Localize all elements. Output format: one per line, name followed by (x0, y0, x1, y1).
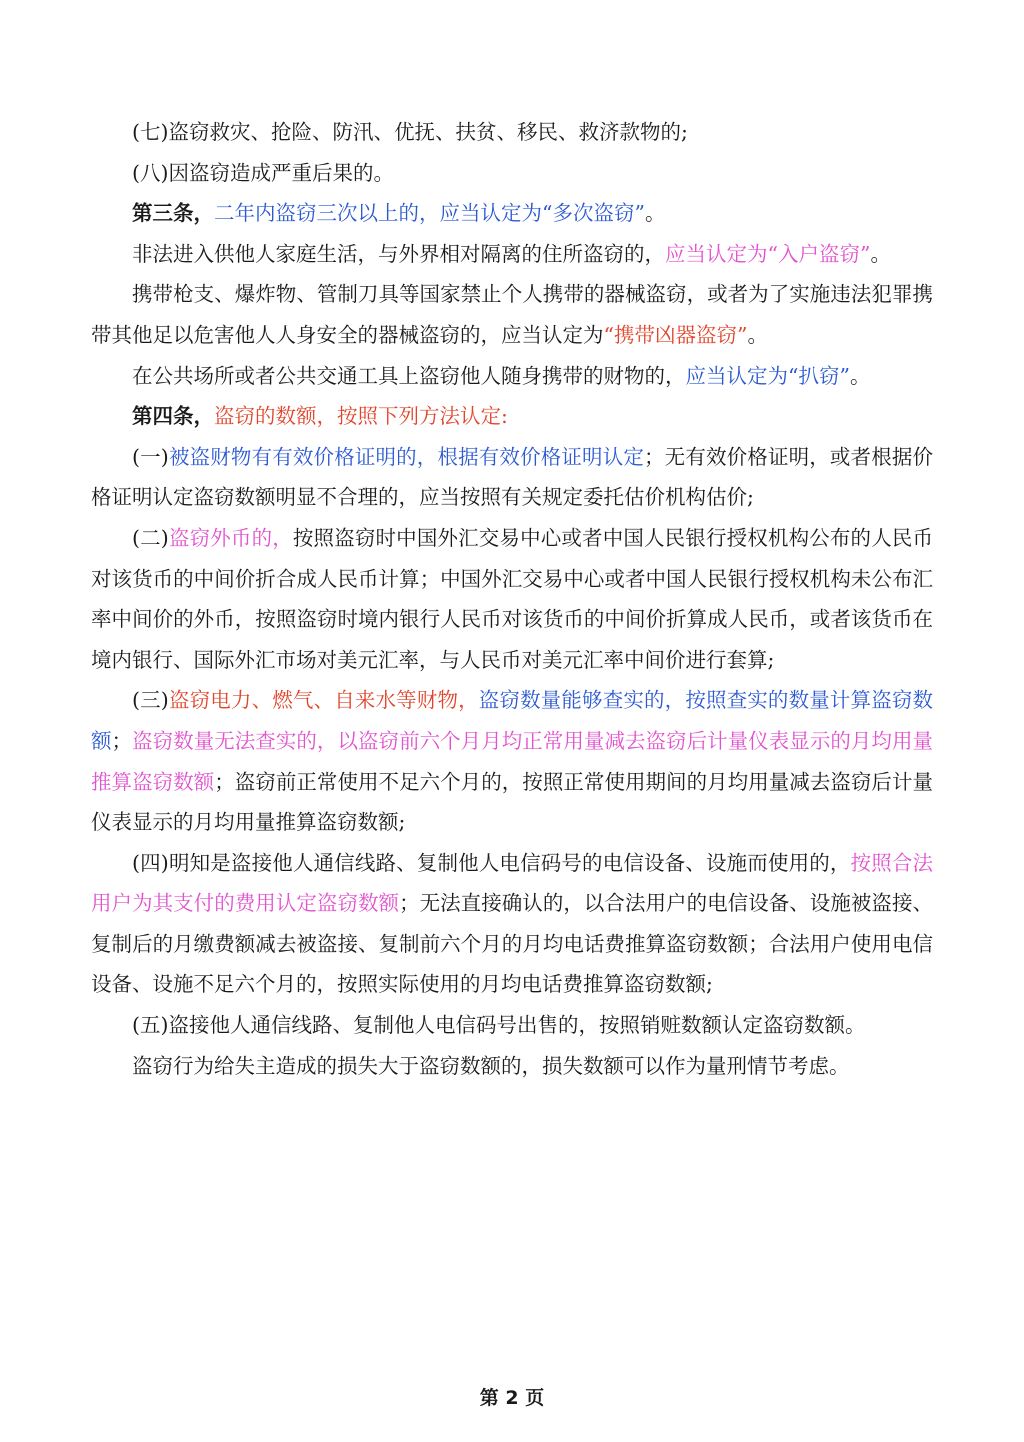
text-span: 。 (644, 201, 666, 226)
highlighted-text: 二年内盗窃三次以上的，应当认定为“多次盗窃” (214, 201, 645, 226)
text-span: 携带枪支、爆炸物、管制刀具等国家禁止个人携带的器械盗窃，或者为了实施违法犯罪携带其他足以危害他人人身安全的器械盗窃的，应当认定为 (91, 282, 933, 347)
text-span: 。 (870, 241, 891, 266)
paragraph (91, 1046, 933, 1087)
paragraph (91, 518, 933, 680)
highlighted-text: 应当认定为“入户盗窃” (665, 241, 871, 266)
highlighted-text: 应当认定为“扒窃” (685, 363, 850, 388)
highlighted-text: 被盗财物有有效价格证明的，根据有效价格证明认定 (168, 444, 645, 469)
text-span: 非法进入供他人家庭生活，与外界相对隔离的住所盗窃的， (132, 241, 665, 266)
highlighted-text: 盗窃外币的， (168, 525, 293, 550)
highlighted-text: “携带凶器盗窃” (603, 322, 748, 347)
text-span: ；无有效价格证明，或者根据价格证明认定盗窃数额明显不合理的，应当按照有关规定委托估价机构估价; (91, 444, 934, 510)
paragraph (91, 274, 933, 355)
text-span: (一) (132, 444, 169, 469)
text-span: ； (111, 728, 133, 753)
text-span: ；无法直接确认的，以合法用户的电信设备、设施被盗接、复制后的月缴费额减去被盗接、复制前六个月的月均电话费推算盗窃数额；合法用户使用电信设备、设施不足六个月的，按照实际使用的月均电话费推算盗窃数额; (91, 891, 933, 997)
text-span: 。 (849, 363, 871, 388)
highlighted-text: 盗窃电力、燃气、自来水等财物， (168, 688, 479, 713)
text-span: (七)盗窃救灾、抢险、防汛、优抚、扶贫、移民、救济款物的; (132, 120, 688, 144)
highlighted-text: 盗窃的数额，按照下列方法认定: (214, 404, 508, 429)
article-heading: 第四条， (132, 404, 214, 429)
paragraph (91, 843, 933, 1005)
text-span: 盗窃行为给失主造成的损失大于盗窃数额的，损失数额可以作为量刑情节考虑。 (132, 1053, 850, 1078)
text-span: 在公共场所或者公共交通工具上盗窃他人随身携带的财物的， (132, 363, 686, 388)
paragraph (91, 234, 933, 275)
paragraph (91, 153, 933, 194)
paragraph (91, 437, 933, 518)
page-number: 第 2 页 (479, 1387, 545, 1409)
document-body (91, 112, 933, 1086)
text-span: (三) (132, 688, 169, 713)
paragraph (91, 396, 933, 437)
text-span: (二) (132, 525, 169, 550)
highlighted-text: 盗窃数量能够查实的，按照查实的数量计算盗窃数额 (91, 688, 934, 753)
text-span: ；盗窃前正常使用不足六个月的，按照正常使用期间的月均用量减去盗窃后计量仪表显示的月均用量推算盗窃数额; (91, 769, 934, 835)
article-heading: 第三条， (132, 201, 214, 226)
text-span: (五)盗接他人通信线路、复制他人电信码号出售的，按照销赃数额认定盗窃数额。 (132, 1013, 866, 1038)
highlighted-text: 按照合法用户为其支付的费用认定盗窃数额 (91, 850, 934, 916)
text-span: 。 (747, 322, 768, 347)
paragraph (91, 112, 933, 153)
paragraph (91, 356, 933, 397)
text-span: 按照盗窃时中国外汇交易中心或者中国人民银行授权机构公布的人民币对该货币的中间价折合成人民币计算；中国外汇交易中心或者中国人民银行授权机构未公布汇率中间价的外币，按照盗窃时境内银行人民币对该货币的中间价折算成人民币，或者该货币在境内银行、国际外汇市场对美元汇率，与人民币对美元汇率中间价进行套算; (91, 525, 934, 672)
text-span: (八)因盗窃造成严重后果的。 (132, 160, 394, 185)
highlighted-text: 盗窃数量无法查实的，以盗窃前六个月月均正常用量减去盗窃后计量仪表显示的月均用量推算盗窃数额 (91, 728, 934, 794)
text-span: (四)明知是盗接他人通信线路、复制他人电信码号的电信设备、设施而使用的， (132, 850, 851, 875)
paragraph (91, 680, 933, 842)
paragraph (91, 1005, 933, 1046)
paragraph (91, 193, 933, 234)
